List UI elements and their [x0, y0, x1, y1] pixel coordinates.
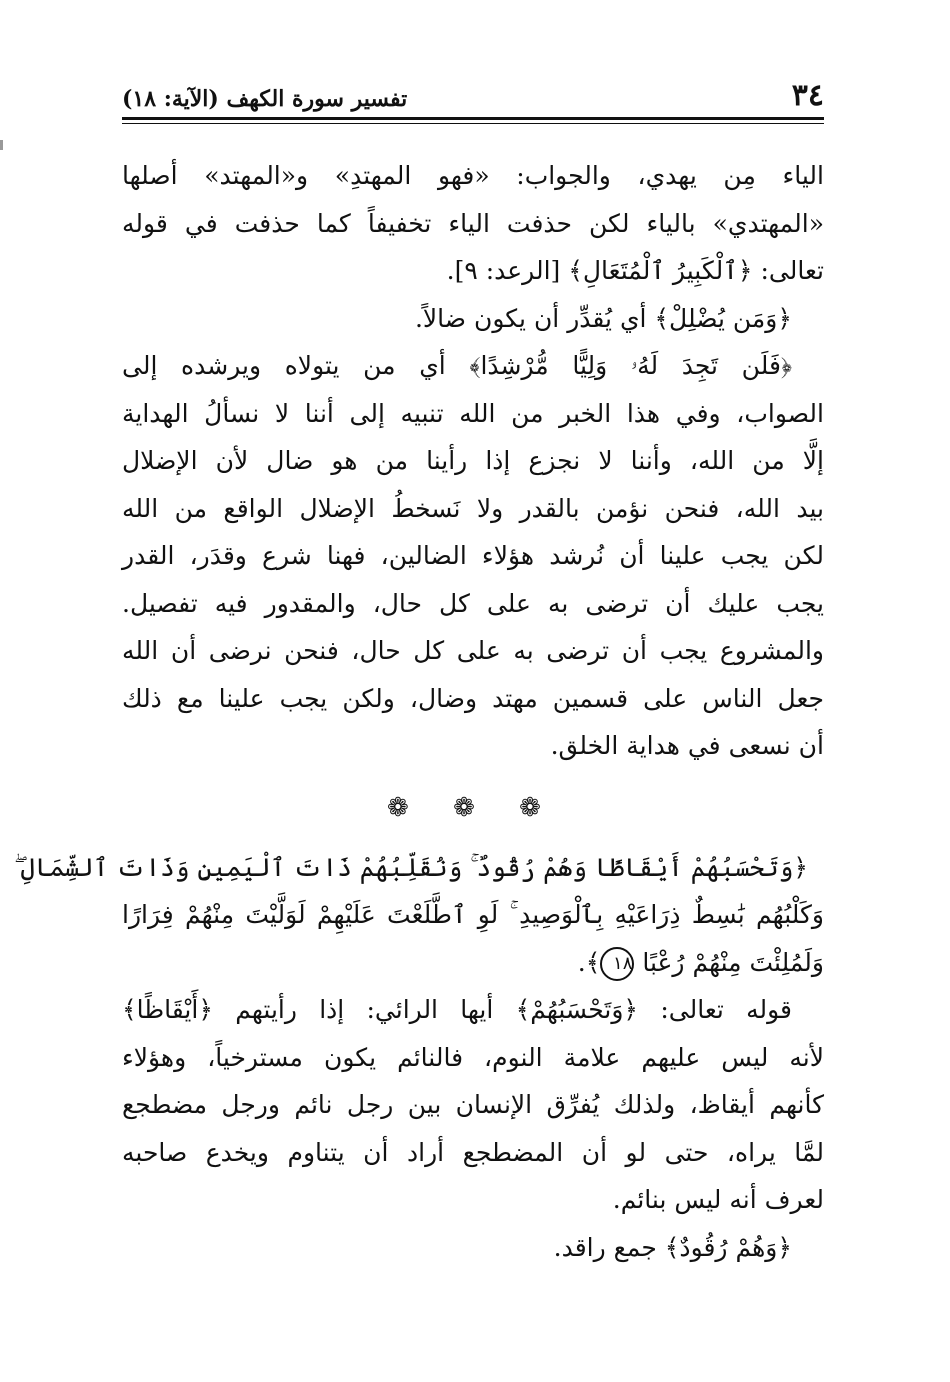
- paragraph-5: [122, 1224, 824, 1272]
- text-line: «المهتدي» بالياء لكن حذفت الياء تخفيفاً كما حذفت في قوله: [122, 208, 824, 238]
- text-line: جعل الناس على قسمين مهتد وضال، ولكن يجب علينا مع ذلك: [122, 683, 824, 713]
- text-line: لأنه ليس عليهم علامة النوم، فالنائم يكون مسترخياً، وهؤلاء: [122, 1042, 824, 1072]
- verse-line-last: [122, 939, 824, 987]
- text-line: قوله تعالى: ﴿وَتَحْسَبُهُمْ﴾ أيها الرائي: إذا رأيتهم ﴿أَيْقَاظًا﴾: [122, 995, 792, 1024]
- paragraph-4: [122, 986, 824, 1224]
- verse-line: وَكَلْبُهُم بَٰسِطٌ ذِرَاعَيْهِ بِٱلْوَصِيدِ ۚ لَوِ ٱطَّلَعْتَ عَلَيْهِمْ لَوَلَّيْتَ مِنْهُمْ فِرَارًا: [122, 900, 824, 929]
- page-header: [122, 74, 824, 114]
- scan-margin-mark: [0, 140, 3, 150]
- section-separator: ❁ ❁ ❁: [387, 792, 559, 823]
- text-line: ﴿وَمَن يُضْلِلْ﴾ أي يُقدِّر أن يكون ضالاً.: [414, 303, 792, 333]
- main-text: [14, 152, 824, 1271]
- text-line: تعالى: ﴿ٱلْكَبِيرُ ٱلْمُتَعَالِ﴾ [الرعد: ٩].: [446, 256, 824, 285]
- text-line: لعرف أنه ليس بنائم.: [612, 1185, 824, 1214]
- text-line: لكن يجب علينا أن نُرشد هؤلاء الضالين، فهنا شرع وقدَر، القدر: [122, 541, 824, 570]
- paragraph-2: [122, 295, 824, 343]
- text-line: الصواب، وفي هذا الخبر من الله تنبيه إلى أننا لا نسألُ الهداية: [122, 398, 824, 428]
- text-line: كأنهم أيقاظ، ولذلك يُفرِّق الإنسان بين رجل نائم ورجل مضطجع: [122, 1090, 824, 1119]
- text-line: والمشروع يجب أن ترضى به على كل حال، فنحن نرضى أن الله: [122, 636, 824, 665]
- page-number: ٣٤: [791, 78, 824, 113]
- text-line: ﴿فَلَن تَجِدَ لَهُۥ وَلِيًّا مُّرْشِدًا﴾ أي من يتولاه ويرشده إلى: [122, 351, 792, 380]
- text-line: إلَّا من الله، وأننا لا نجزع إذا رأينا من هو ضال لأن الإضلال: [122, 446, 824, 475]
- verse-close: ﴾.: [577, 947, 601, 977]
- header-rule-thick: [122, 117, 824, 120]
- quran-verse: [14, 844, 824, 987]
- running-title: تفسير سورة الكهف (الآية: ١٨): [122, 86, 408, 112]
- text-line: الياء مِن يهدي، والجواب: «فهو المهتدِ» و«المهتد» أصلها: [122, 161, 824, 190]
- text-line: بيد الله، فنحن نؤمن بالقدر ولا نَسخطُ الإضلال الواقع من الله: [122, 493, 824, 523]
- paragraph-1: [122, 152, 824, 295]
- text-line: ﴿وَهُمْ رُقُودٌ﴾ جمع راقد.: [553, 1232, 792, 1262]
- paragraph-3: [122, 342, 824, 770]
- text-line: أن نسعى في هداية الخلق.: [550, 731, 824, 760]
- text-line: لمَّا يراه، حتى لو أن المضطجع أراد أن يتناوم ويخدع صاحبه: [122, 1137, 824, 1167]
- header-rule-thin: [122, 123, 824, 124]
- verse-line: ﴿وَتَحْسَبُهُمْ أَيْقَاظًا وَهُمْ رُقُودٌ ۚ وَنُقَلِّبُهُمْ ذَاتَ ٱلْيَمِينِ وَذَاتَ ٱلشِّمَالِ ۖ: [14, 852, 808, 882]
- text-line: يجب عليك أن ترضى به على كل حال، والمقدور فيه تفصيل.: [122, 588, 824, 618]
- verse-text: وَلَمُلِئْتَ مِنْهُمْ رُعْبًا: [642, 947, 824, 977]
- verse-number-badge: ١٨: [600, 947, 634, 981]
